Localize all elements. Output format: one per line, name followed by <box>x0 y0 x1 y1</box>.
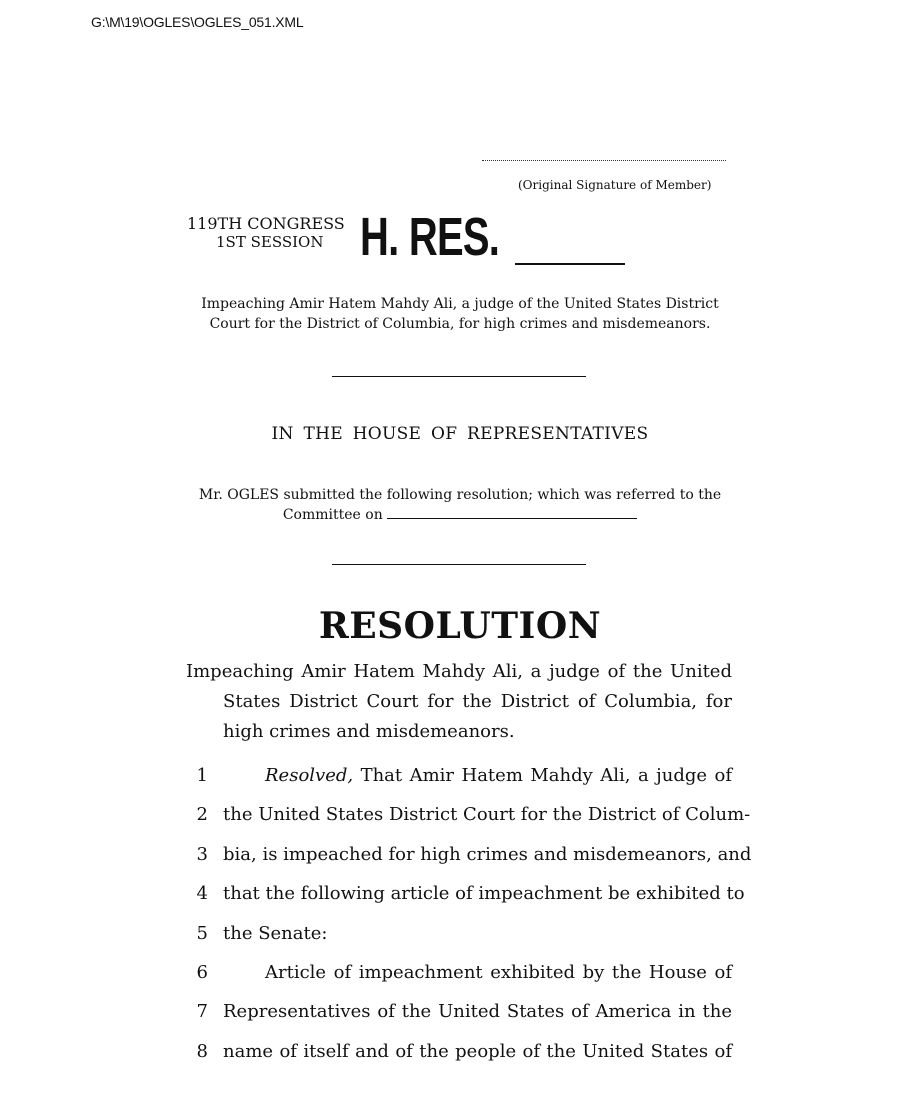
line-number: 1 <box>196 765 208 786</box>
long-title-line: high crimes and misdemeanors. <box>223 721 515 742</box>
line-text: the Senate: <box>223 922 328 944</box>
file-path: G:\M\19\OGLES\OGLES_051.XML <box>91 14 304 30</box>
long-title-line: Impeaching Amir Hatem Mahdy Ali, a judge of the United <box>186 661 732 682</box>
signature-line <box>482 160 726 161</box>
line-number: 5 <box>196 922 208 944</box>
body-line <box>0 883 920 922</box>
line-text-rest: That Amir Hatem Mahdy Ali, a judge of <box>353 765 732 786</box>
long-title-line: States District Court for the District of Columbia, for <box>223 691 732 712</box>
line-text: that the following article of impeachment be exhibited to <box>223 883 745 905</box>
divider <box>332 564 586 565</box>
introduction <box>190 485 730 525</box>
body-line <box>0 804 920 843</box>
body-line <box>0 1001 920 1040</box>
body-line <box>0 844 920 883</box>
short-title: Impeaching Amir Hatem Mahdy Ali, a judge of the United States District Court for the District of Columbia, for high crimes and misdemeanors. <box>201 296 719 332</box>
congress-number: 119TH CONGRESS <box>187 214 345 233</box>
line-number: 2 <box>196 804 208 826</box>
line-number: 3 <box>196 843 208 865</box>
line-number: 8 <box>196 1040 208 1062</box>
body-line <box>0 962 920 1001</box>
resolved-clause: Resolved, <box>265 765 354 786</box>
line-text: the United States District Court for the District of Colum- <box>223 804 751 826</box>
line-text <box>265 765 732 786</box>
session-number: 1ST SESSION <box>216 233 324 251</box>
long-title <box>186 657 732 747</box>
chamber-heading: IN THE HOUSE OF REPRESENTATIVES <box>271 424 649 444</box>
body-line <box>0 765 920 804</box>
bill-number-blank <box>515 263 625 265</box>
signature-label: (Original Signature of Member) <box>518 178 712 192</box>
body-line <box>0 923 920 962</box>
line-number: 4 <box>196 883 208 905</box>
congress-session <box>187 214 345 252</box>
body-line <box>0 1041 920 1080</box>
sponsor-name: Mr. OGLES <box>198 487 280 503</box>
line-number: 6 <box>196 962 208 983</box>
introduction-text: submitted the following resolution; which was referred to the Committee on <box>282 487 722 523</box>
bill-designation: H. RES. <box>360 207 500 267</box>
line-text: bia, is impeached for high crimes and misdemeanors, and <box>223 843 752 865</box>
line-text: Article of impeachment exhibited by the House of <box>265 962 732 983</box>
line-number: 7 <box>196 1001 208 1023</box>
resolution-heading: RESOLUTION <box>318 605 602 647</box>
line-text: name of itself and of the people of the United States of <box>223 1040 732 1062</box>
line-text: Representatives of the United States of America in the <box>223 1001 732 1023</box>
committee-blank <box>387 505 637 519</box>
divider <box>332 376 586 377</box>
